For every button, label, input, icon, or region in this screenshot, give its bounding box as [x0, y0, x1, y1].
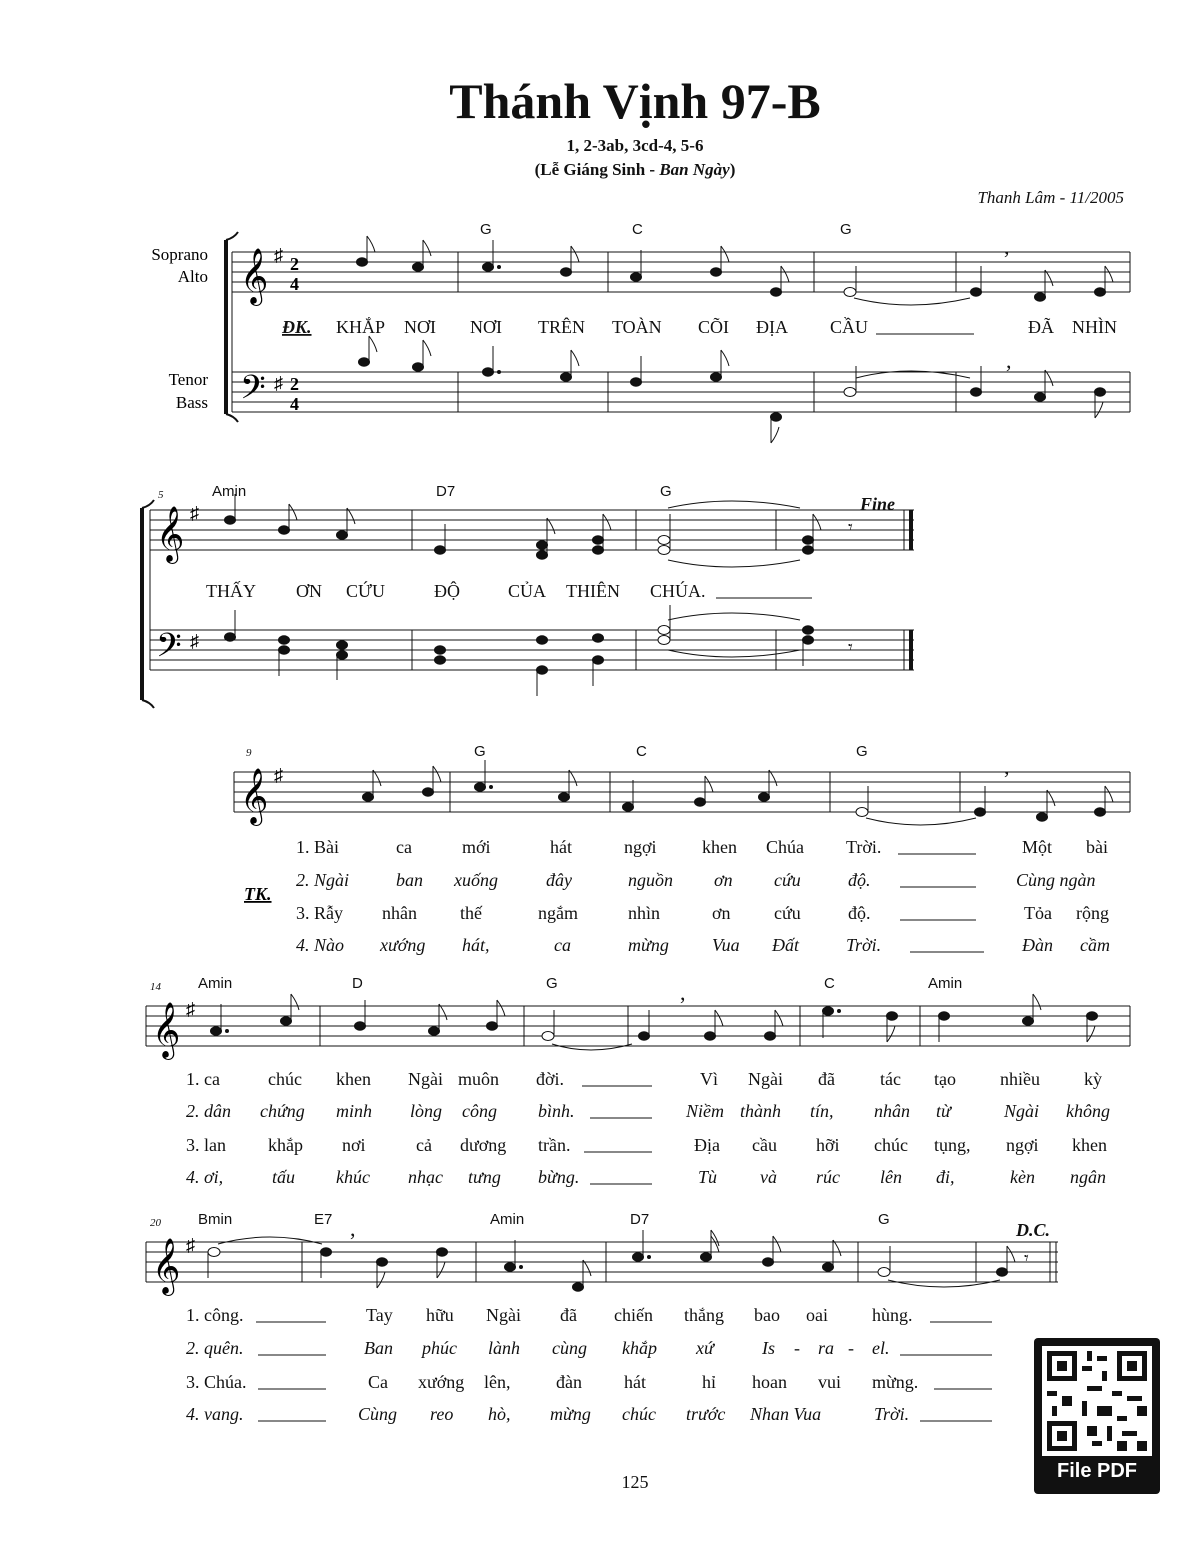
lyric-syllable: bao — [754, 1305, 780, 1325]
lyric-syllable: CÕI — [698, 317, 729, 337]
lyric-syllable: tấu — [272, 1167, 296, 1187]
page-title: Thánh Vịnh 97-B — [449, 73, 821, 129]
occasion-suffix: ) — [729, 160, 736, 179]
lyric-syllable: ngân — [1070, 1167, 1106, 1187]
treble-staff — [234, 772, 1130, 812]
lyric-syllable: 2. quên. — [186, 1338, 244, 1358]
qr-code-badge[interactable] — [1034, 1338, 1160, 1494]
lyric-syllable: Tay — [366, 1305, 393, 1325]
refrain-label: ĐK. — [282, 317, 312, 337]
treble-clef-icon: 𝄞 — [240, 770, 269, 823]
lyric-syllable: muôn — [458, 1069, 500, 1089]
qr-pattern — [1042, 1346, 1152, 1456]
breath-mark-icon: , — [1004, 234, 1010, 259]
svg-text:,: , — [350, 1216, 356, 1241]
lyric-syllable: 2. Ngài — [296, 870, 350, 890]
lyric-syllable: đây — [546, 870, 572, 890]
lyric-syllable: cầm — [1080, 935, 1110, 955]
voice-label-alto: Alto — [177, 267, 208, 286]
lyric-syllable: rộng — [1076, 903, 1109, 923]
lyric-syllable: 1. Bài — [296, 837, 339, 857]
lyric-syllable: hát — [624, 1372, 646, 1392]
measure-number: 20 — [150, 1217, 161, 1229]
lyric-syllable: đã — [818, 1069, 835, 1089]
sharp-icon: ♯ — [274, 245, 283, 265]
lyric-syllable: mừng — [628, 935, 669, 955]
lyric-syllable: Nhan Vua — [750, 1404, 822, 1424]
lyric-syllable: oai — [806, 1305, 828, 1325]
lyric-syllable: hỡi — [816, 1135, 840, 1155]
lyric-syllable: hò, — [488, 1404, 511, 1424]
lyric-syllable: 1. công. — [186, 1305, 244, 1325]
lyric-syllable: 3. lan — [186, 1135, 226, 1155]
verse-reference: 1, 2-3ab, 3cd-4, 5-6 — [566, 136, 704, 155]
lyric-syllable: đã — [560, 1305, 577, 1325]
lyric-syllable: kèn — [1010, 1167, 1035, 1187]
lyric-syllable: Is — [762, 1338, 775, 1358]
lyric-syllable: Chúa — [766, 837, 804, 857]
svg-text:,: , — [1004, 754, 1010, 779]
lyric-syllable: thành — [740, 1101, 782, 1121]
lyric-syllable: chiến — [614, 1305, 653, 1325]
lyric-syllable: Đàn — [1022, 935, 1053, 955]
lyric-syllable: hữu — [426, 1305, 454, 1325]
lyric-syllable: cầu — [752, 1135, 777, 1155]
chord-symbol: D7 — [436, 483, 456, 500]
lyric-syllable: khắp — [622, 1338, 657, 1358]
lyric-syllable: CẦU — [830, 317, 869, 337]
measure-number: 9 — [246, 747, 252, 759]
treble-clef-icon: 𝄞 — [152, 1004, 181, 1057]
system-2 — [142, 483, 914, 708]
chord-symbol: D7 — [630, 1211, 650, 1228]
lyric-syllable: nhiều — [1000, 1069, 1040, 1089]
bass-notes — [359, 336, 1106, 443]
lyric-syllable: KHẮP — [336, 317, 386, 337]
lyric-syllable: - — [794, 1338, 800, 1358]
verse-label: TK. — [244, 884, 272, 904]
chord-symbol: G — [546, 975, 558, 992]
bass-clef-icon: 𝄢 — [156, 627, 182, 672]
lyric-syllable: Ngài — [408, 1069, 443, 1089]
lyric-syllable: công — [462, 1101, 497, 1121]
lyric-syllable: Địa — [694, 1135, 720, 1155]
lyric-syllable: 2. dân — [186, 1101, 231, 1121]
verse-lyrics — [186, 1305, 918, 1424]
lyric-syllable: Ngài — [486, 1305, 521, 1325]
lyric-syllable: bừng. — [538, 1167, 580, 1187]
lyric-syllable: CỨU — [346, 581, 385, 601]
lyric-syllable: phúc — [422, 1338, 457, 1358]
lyric-syllable: hát, — [462, 935, 490, 955]
occasion-prefix: (Lễ Giáng Sinh - — [534, 160, 660, 179]
lyric-syllable: bình. — [538, 1101, 575, 1121]
lyric-syllable: Trời. — [846, 935, 882, 955]
lyric-syllable: xuống — [454, 870, 498, 890]
lyric-syllable: TRÊN — [538, 317, 585, 337]
sharp-icon: ♯ — [190, 503, 199, 523]
time-signature-bottom: 4 — [290, 274, 299, 294]
chord-symbol: G — [474, 743, 486, 760]
sharp-icon: ♯ — [274, 373, 283, 393]
lyric-syllable: ngợi — [1006, 1135, 1039, 1155]
measure-number: 14 — [150, 981, 161, 993]
lyric-syllable: Tù — [698, 1167, 718, 1187]
lyric-syllable: Vì — [700, 1069, 718, 1089]
sharp-icon: ♯ — [190, 631, 199, 651]
da-capo-marking: D.C. — [1016, 1220, 1051, 1240]
lyric-syllable: nguồn — [628, 870, 673, 890]
lyric-syllable: ngắm — [538, 903, 578, 923]
lyric-syllable: Tỏa — [1024, 903, 1052, 923]
chord-symbol: G — [840, 221, 852, 238]
sharp-icon: ♯ — [186, 1235, 195, 1255]
rest-icon: 𝄾 — [848, 517, 853, 537]
lyric-syllable: chứng — [260, 1101, 305, 1121]
lyric-syllable: dương — [460, 1135, 507, 1155]
lyric-syllable: cứu — [774, 903, 801, 923]
treble-clef-icon: 𝄞 — [240, 250, 269, 303]
notes — [208, 1216, 1050, 1291]
chord-symbol: Amin — [198, 975, 233, 992]
lyric-syllable: trần. — [538, 1135, 571, 1155]
time-signature-top: 2 — [290, 374, 299, 394]
lyric-syllable: ca — [554, 935, 571, 955]
lyric-syllable: nhân — [382, 903, 417, 923]
lyric-syllable: cứu — [774, 870, 801, 890]
lyric-syllable: ĐÃ — [1028, 317, 1054, 337]
lyric-syllable: Cùng — [358, 1404, 398, 1424]
lyric-syllable: lên, — [484, 1372, 511, 1392]
lyric-syllable: 4. vang. — [186, 1404, 244, 1424]
lyric-syllable: Cùng ngàn — [1016, 870, 1096, 890]
lyric-syllable: cùng — [552, 1338, 587, 1358]
lyric-syllable: nhìn — [628, 903, 661, 923]
lyric-syllable: ĐỘ — [434, 581, 460, 601]
lyric-syllable: THIÊN — [566, 581, 620, 601]
lyric-syllable: lòng — [410, 1101, 443, 1121]
lyric-syllable: xướng — [418, 1372, 465, 1392]
lyric-syllable: đi, — [936, 1167, 955, 1187]
verse-lyrics — [296, 837, 1110, 955]
lyric-syllable: reo — [430, 1404, 454, 1424]
lyric-syllable: và — [760, 1167, 777, 1187]
chord-symbol: Amin — [212, 483, 247, 500]
lyric-syllable: el. — [872, 1338, 890, 1358]
svg-text:𝄾: 𝄾 — [848, 637, 853, 657]
lyric-syllable: khen — [702, 837, 737, 857]
composer-credit: Thanh Lâm - 11/2005 — [977, 188, 1124, 207]
lyric-syllable: bài — [1086, 837, 1108, 857]
treble-clef-icon: 𝄞 — [156, 508, 185, 561]
lyric-syllable: kỳ — [1084, 1069, 1102, 1089]
lyric-syllable: mừng — [550, 1404, 591, 1424]
lyric-syllable: TOÀN — [612, 317, 662, 337]
system-4 — [146, 975, 1130, 1187]
lyric-syllable: khen — [336, 1069, 371, 1089]
bass-staff — [232, 372, 1130, 412]
lyric-syllable: mới — [462, 837, 491, 857]
system-3 — [234, 743, 1130, 955]
lyric-syllable: Niềm — [686, 1101, 724, 1121]
page-number: 125 — [621, 1472, 649, 1492]
time-signature-top: 2 — [290, 254, 299, 274]
occasion-italic: Ban Ngày — [659, 160, 730, 179]
lyric-syllable: hỉ — [702, 1372, 717, 1392]
lyric-syllable: tưng — [468, 1167, 501, 1187]
lyric-syllable: mừng. — [872, 1372, 919, 1392]
voice-label-bass: Bass — [175, 393, 208, 412]
measure-number: 5 — [158, 489, 164, 501]
lyric-syllable: rúc — [816, 1167, 840, 1187]
lyric-syllable: tụng, — [934, 1135, 971, 1155]
lyric-syllable: Trời. — [874, 1404, 910, 1424]
lyric-syllable: ca — [396, 837, 412, 857]
lyric-syllable: Ngài — [748, 1069, 783, 1089]
sharp-icon: ♯ — [186, 999, 195, 1019]
lyric-syllable: khúc — [336, 1167, 370, 1187]
lyric-syllable: Đất — [772, 935, 799, 955]
lyric-syllable: 1. ca — [186, 1069, 220, 1089]
lyric-syllable: không — [1066, 1101, 1110, 1121]
lyric-syllable: đàn — [556, 1372, 582, 1392]
chord-symbol: C — [824, 975, 835, 992]
lyric-syllable: 3. Rẫy — [296, 903, 343, 923]
lyric-syllable: chúc — [874, 1135, 908, 1155]
lyric-syllable: đời. — [536, 1069, 565, 1089]
lyric-syllable: nhạc — [408, 1167, 443, 1187]
qr-code-icon — [1042, 1346, 1152, 1456]
voice-label-tenor: Tenor — [168, 370, 208, 389]
lyric-syllable: NHÌN — [1072, 317, 1117, 337]
lyric-syllable: thắng — [684, 1305, 724, 1325]
lyric-syllable: tạo — [934, 1069, 956, 1089]
lyric-syllable: tín, — [810, 1101, 834, 1121]
lyric-syllable: thế — [460, 903, 482, 923]
lyric-syllable: ơn — [714, 870, 733, 890]
lyric-syllable: độ. — [848, 870, 871, 890]
bass-clef-icon: 𝄢 — [240, 369, 266, 414]
chord-symbol: D — [352, 975, 363, 992]
lyric-syllable: chúc — [622, 1404, 656, 1424]
lyric-syllable: xứ — [696, 1338, 714, 1358]
lyric-syllable: ĐỊA — [756, 317, 788, 337]
lyric-syllable: ƠN — [296, 581, 322, 601]
fine-marking: Fine — [860, 494, 896, 514]
lyric-syllable: nhân — [874, 1101, 910, 1121]
lyric-syllable: cả — [416, 1135, 432, 1155]
lyric-syllable: ban — [396, 870, 423, 890]
chord-symbol: G — [856, 743, 868, 760]
notes — [363, 754, 1114, 825]
lyric-syllable: xướng — [380, 935, 426, 955]
treble-staff — [146, 1242, 1058, 1282]
lyric-syllable: lành — [488, 1338, 521, 1358]
system-1 — [151, 221, 1130, 443]
lyric-syllable: CHÚA. — [650, 581, 706, 601]
time-signature-bottom: 4 — [290, 394, 299, 414]
lyric-syllable: NƠI — [404, 317, 436, 337]
lyric-syllable: tác — [880, 1069, 901, 1089]
lyric-syllable: khen — [1072, 1135, 1107, 1155]
treble-notes — [357, 234, 1114, 305]
lyric-syllable: THẤY — [206, 581, 256, 601]
chord-symbol: Amin — [490, 1211, 525, 1228]
chord-symbol: G — [660, 483, 672, 500]
lyric-syllable: nơi — [342, 1135, 366, 1155]
lyric-syllable: ra — [818, 1338, 835, 1358]
svg-text:𝄾: 𝄾 — [1024, 1248, 1029, 1268]
lyric-syllable: chúc — [268, 1069, 302, 1089]
lyric-syllable: minh — [336, 1101, 372, 1121]
system-5 — [146, 1211, 1058, 1424]
lyric-syllable: hùng. — [872, 1305, 913, 1325]
lyric-syllable: lên — [880, 1167, 902, 1187]
lyric-syllable: Một — [1022, 837, 1053, 857]
lyric-syllable: độ. — [848, 903, 871, 923]
lyric-syllable: hát — [550, 837, 572, 857]
lyric-syllable: 3. Chúa. — [186, 1372, 247, 1392]
lyric-syllable: CỦA — [508, 581, 547, 601]
chord-symbol: E7 — [314, 1211, 333, 1228]
voice-label-soprano: Soprano — [151, 245, 208, 264]
svg-text:,: , — [1006, 348, 1012, 373]
lyric-syllable: hoan — [752, 1372, 787, 1392]
verse-lyrics — [186, 1069, 1110, 1187]
lyric-syllable: trước — [686, 1404, 726, 1424]
chord-symbol: G — [878, 1211, 890, 1228]
treble-staff — [150, 510, 914, 550]
lyric-syllable: 4. Nào — [296, 935, 345, 955]
chord-symbol: Amin — [928, 975, 963, 992]
treble-clef-icon: 𝄞 — [152, 1240, 181, 1293]
chord-symbol: C — [636, 743, 647, 760]
qr-label: File PDF — [1056, 1460, 1137, 1482]
lyric-syllable: Ca — [368, 1372, 388, 1392]
lyric-syllable: từ — [936, 1101, 951, 1121]
lyric-syllable: Ban — [364, 1338, 393, 1358]
chord-symbol: Bmin — [198, 1211, 233, 1228]
lyric-syllable: 4. ơi, — [186, 1167, 224, 1187]
lyric-syllable: Vua — [712, 935, 740, 955]
lyric-syllable: ngợi — [624, 837, 657, 857]
sharp-icon: ♯ — [274, 765, 283, 785]
chord-symbol: C — [632, 221, 643, 238]
lyric-syllable: khắp — [268, 1135, 303, 1155]
lyric-syllable: ơn — [712, 903, 731, 923]
lyric-syllable: vui — [818, 1372, 842, 1392]
lyric-syllable: NƠI — [470, 317, 502, 337]
lyric-syllable: Trời. — [846, 837, 882, 857]
svg-text:,: , — [680, 980, 686, 1005]
lyric-syllable: Ngài — [1004, 1101, 1040, 1121]
treble-staff — [146, 1006, 1130, 1046]
notes — [211, 980, 1098, 1050]
chord-symbol: G — [480, 221, 492, 238]
lyric-syllable: - — [848, 1338, 854, 1358]
